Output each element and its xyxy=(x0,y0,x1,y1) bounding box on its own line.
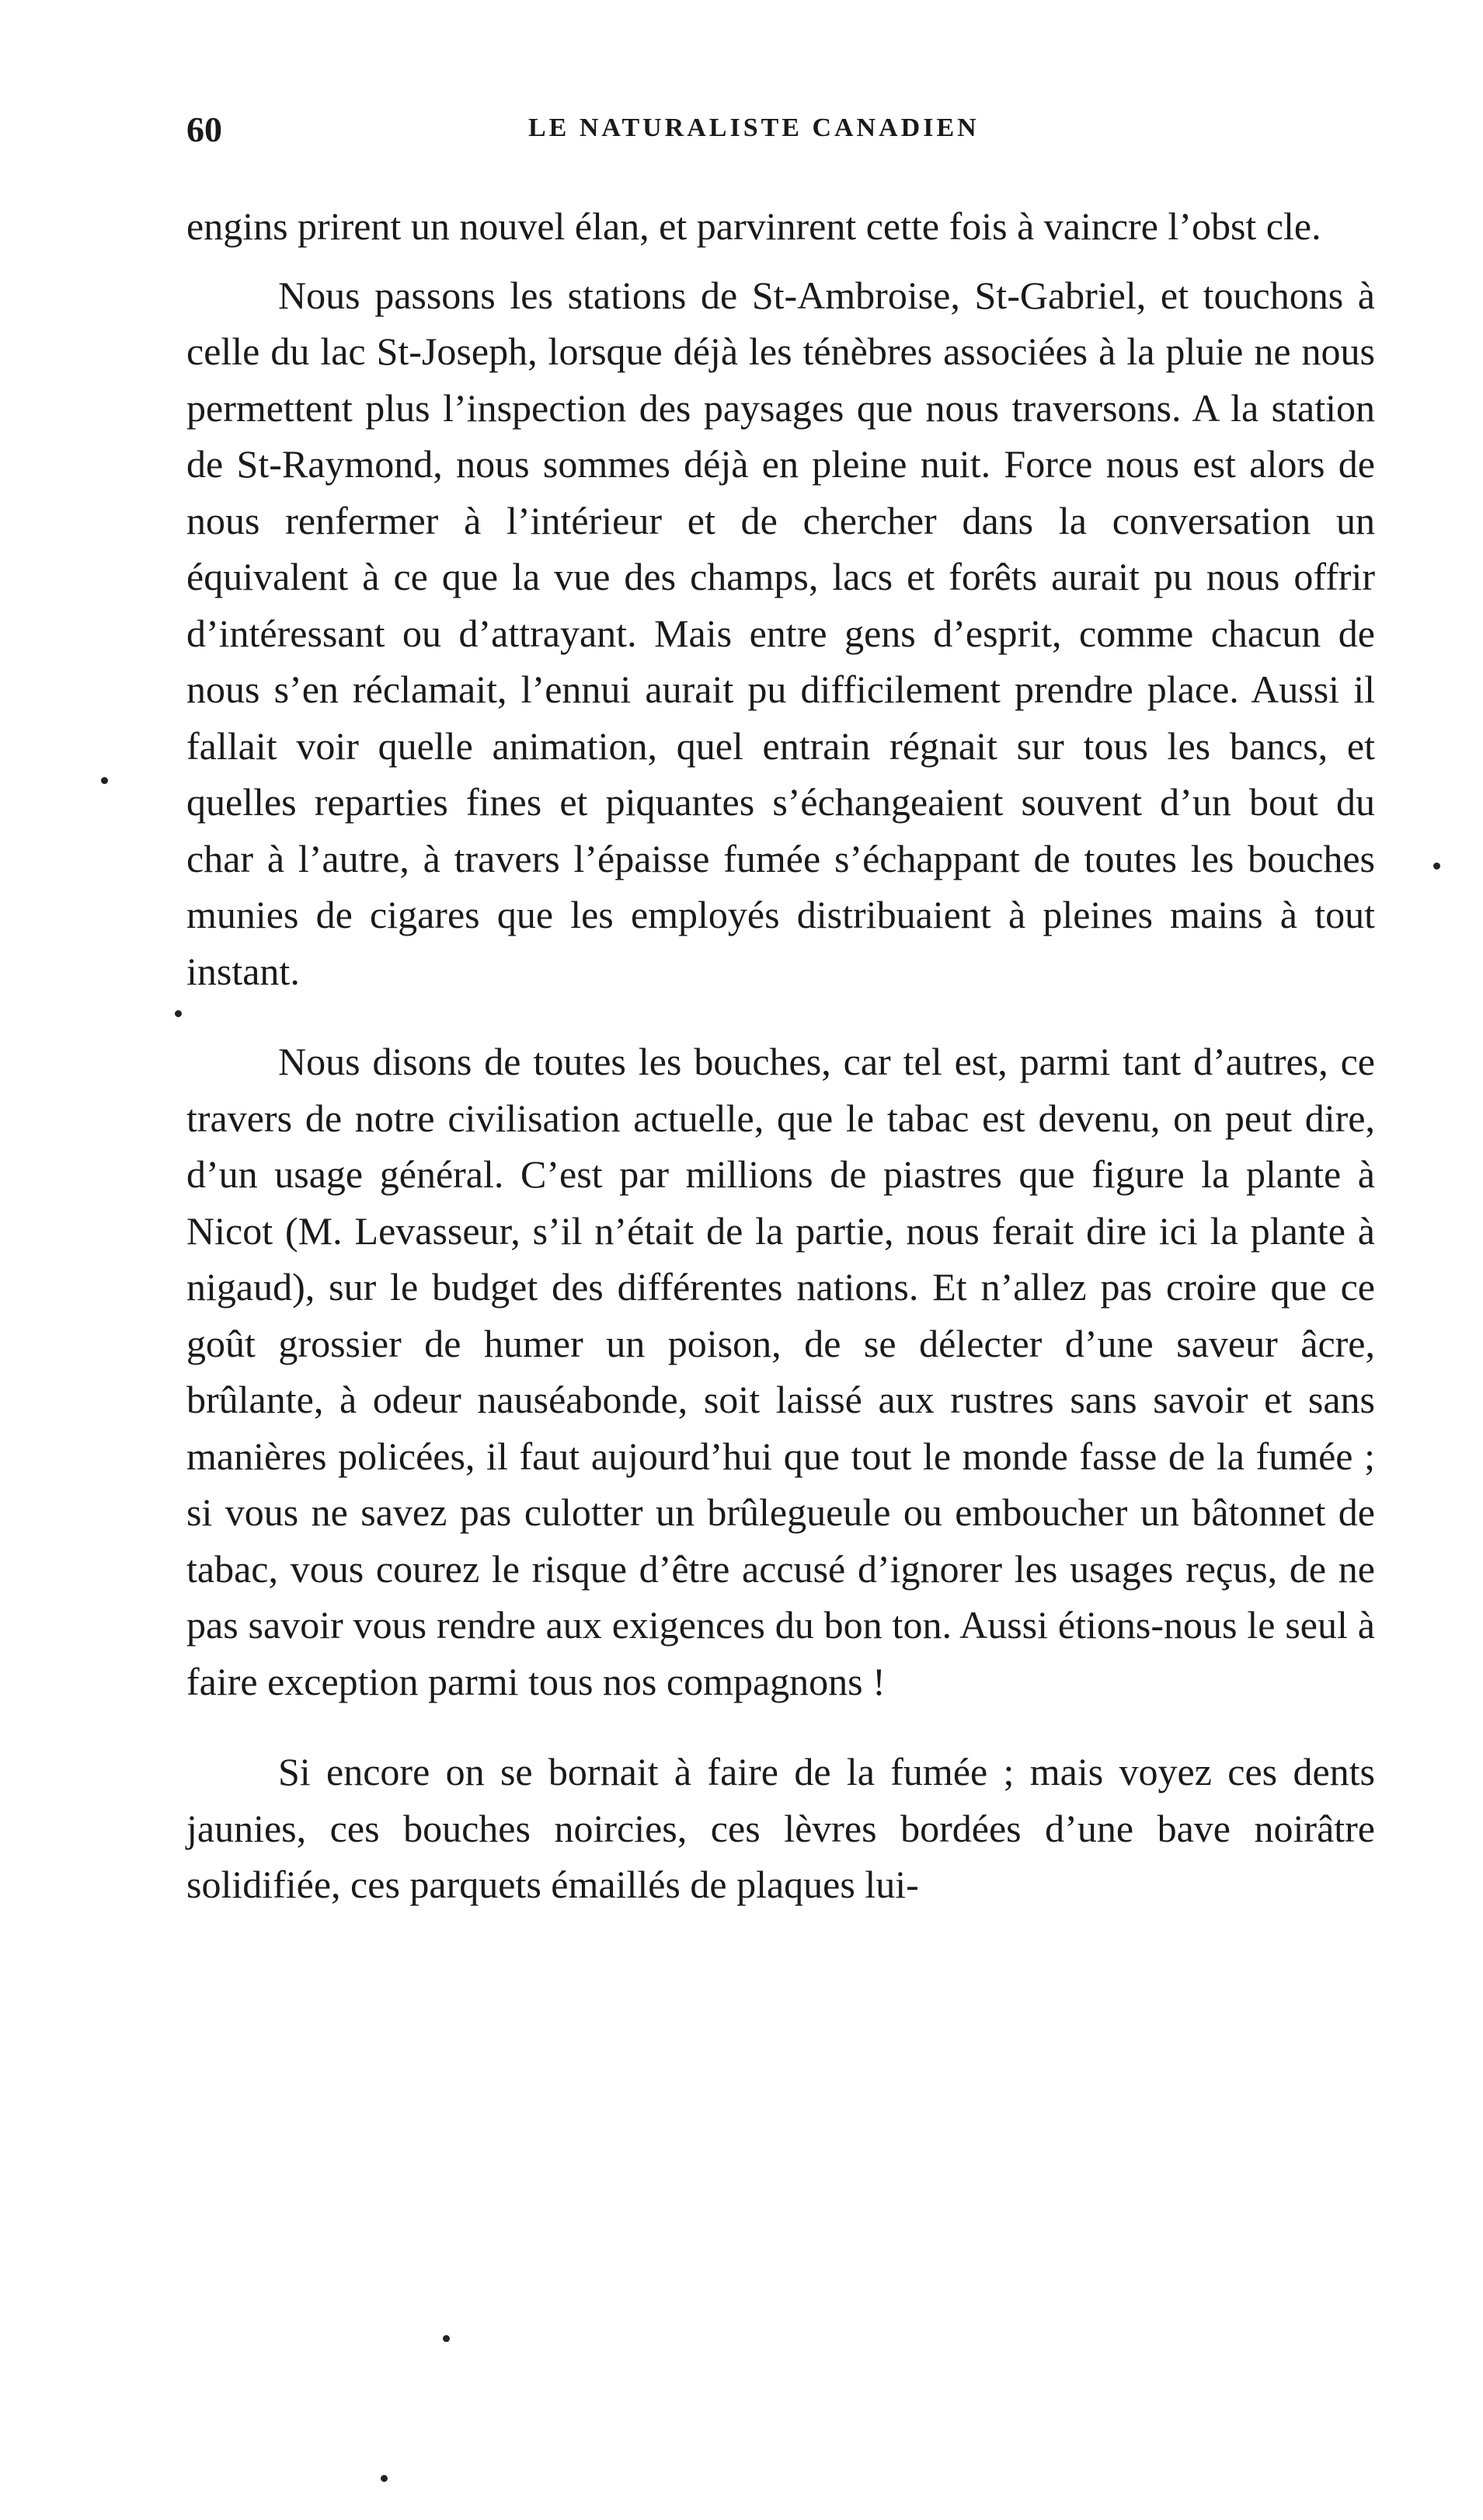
ink-speck xyxy=(381,2475,388,2482)
ink-speck xyxy=(101,777,108,784)
paragraph: Nous passons les stations de St-Ambroise, St-Gabriel, et touchons à celle du lac St-Joseph, lorsque déjà les ténèbres associées à la pluie ne nous permettent plus l’inspection des paysages que nous traversons. A la station de St-Raymond, nous sommes déjà en pleine nuit. Force nous est alors de nous renfermer à l’intérieur et de chercher dans la conversation un équivalent à ce que la vue des champs, lacs et forêts aurait pu nous offrir d’intéressant ou d’attrayant. Mais entre gens d’esprit, comme chacun de nous s’en réclamait, l’ennui aurait pu difficilement prendre place. Aussi il fallait voir quelle animation, quel entrain régnait sur tous les bancs, et quelles reparties fines et piquantes s’échangeaient souvent d’un bout du char à l’autre, à travers l’épaisse fumée s’échappant de toutes les bouches munies de cigares que les employés distribuaient à pleines mains à tout instant. xyxy=(186,273,1375,993)
paragraph: Si encore on se bornait à faire de la fumée ; mais voyez ces dents jaunies, ces bouches noircies, ces lèvres bordées d’une bave noirâtre solidifiée, ces parquets émaillés de plaques lui- xyxy=(186,1750,1375,1906)
page-number: 60 xyxy=(186,110,222,149)
ink-speck xyxy=(443,2335,450,2342)
ink-speck xyxy=(175,1010,182,1017)
paragraph: engins prirent un nouvel élan, et parvinrent cette fois à vaincre l’obst cle. xyxy=(186,204,1321,248)
paragraph: Nous disons de toutes les bouches, car tel est, parmi tant d’autres, ce travers de notre civilisation actuelle, que le tabac est devenu, on peut dire, d’un usage général. C’est par millions de piastres que figure la plante à Nicot (M. Levasseur, s’il n’était de la partie, nous ferait dire ici la plante à nigaud), sur le budget des différentes nations. Et n’allez pas croire que ce goût grossier de humer un poison, de se délecter d’une saveur âcre, brûlante, à odeur nauséabonde, soit laissé aux rustres sans savoir et sans manières policées, il faut aujourd’hui que tout le monde fasse de la fumée ; si vous ne savez pas culotter un brûlegueule ou emboucher un bâtonnet de tabac, vous courez le risque d’être accusé d’ignorer les usages reçus, de ne pas savoir vous rendre aux exigences du bon ton. Aussi étions-nous le seul à faire exception parmi tous nos compagnons ! xyxy=(186,1040,1375,1703)
page-header xyxy=(186,109,1398,155)
ink-speck xyxy=(1433,863,1440,870)
body-text xyxy=(186,198,1375,1913)
running-title: LE NATURALISTE CANADIEN xyxy=(528,113,980,142)
